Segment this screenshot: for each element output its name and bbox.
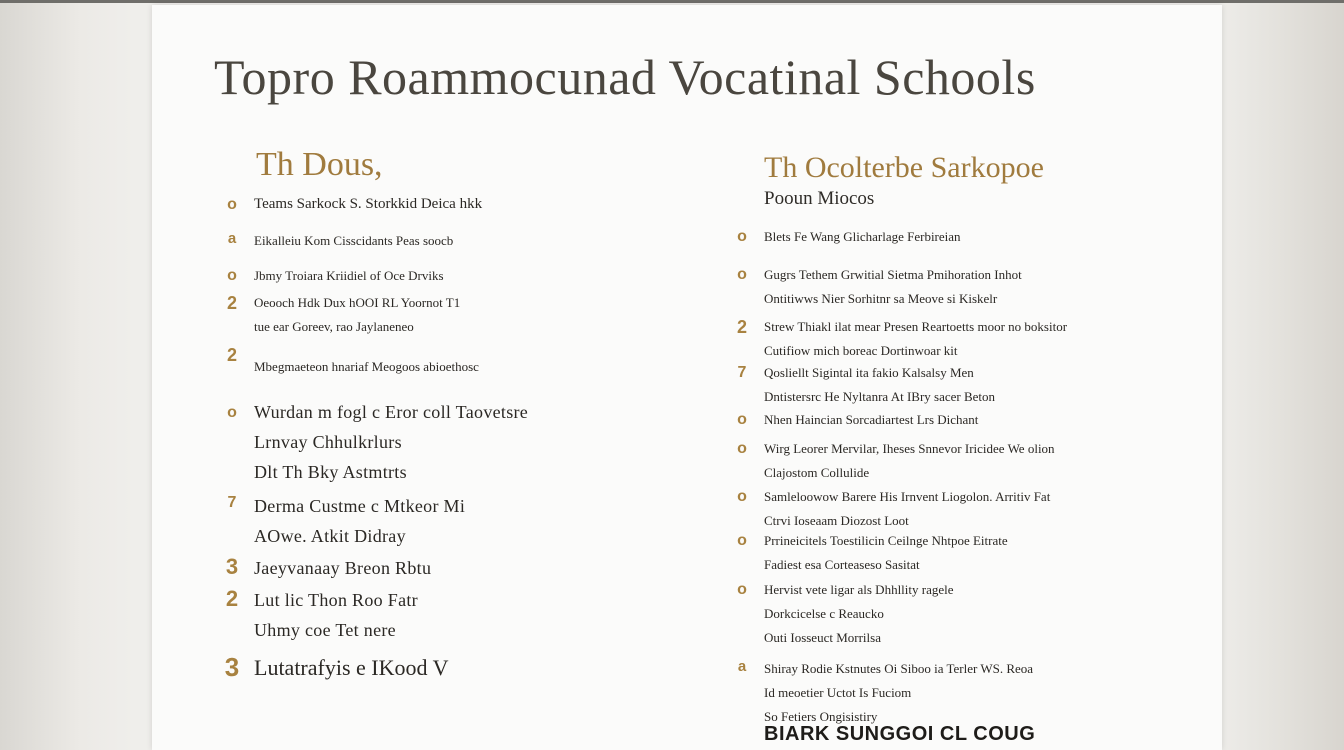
bullet-marker: o xyxy=(737,488,747,505)
list-item-text: Mbegmaeteon hnariaf Meogoos abioethosc xyxy=(254,359,479,374)
list-item-text: Eikalleiu Kom Cisscidants Peas soocb xyxy=(254,233,454,248)
list-item-text: Strew Thiakl ilat mear Presen Reartoetts moor no boksitor Cutifiow mich boreac Dortinwoar kit xyxy=(764,319,1068,358)
bullet-marker: 7 xyxy=(227,494,237,511)
list-item-text: Hervist vete ligar als Dhhllity ragele Dorkcicelse c Reaucko Outi Iosseuct Morrilsa xyxy=(764,582,954,645)
bullet-marker: o xyxy=(737,228,747,245)
left-section-heading: Th Dous, xyxy=(256,146,383,183)
list-item-text: Wurdan m fogl c Eror coll Taovetsre Lrnvay Chhulkrlurs Dlt Th Bky Astmtrts xyxy=(254,402,529,482)
right-section-subheading: Pooun Miocos xyxy=(764,188,875,209)
list-item-text: Shiray Rodie Kstnutes Oi Siboo ia Terler WS. Reoa Id meoetier Uctot Is Fuciom So Fetiers Ongisistiry xyxy=(764,661,1034,724)
bullet-marker: 2 xyxy=(736,317,747,337)
bullet-marker: o xyxy=(227,267,237,284)
list-item-text: Jbmy Troiara Kriidiel of Oce Drviks xyxy=(254,268,444,283)
bullet-marker: 2 xyxy=(226,345,237,365)
list-item-text: Lut lic Thon Roo Fatr Uhmy coe Tet nere xyxy=(254,590,418,640)
list-item-text: Wirg Leorer Mervilar, Iheses Snnevor Iricidee We olion Clajostom Collulide xyxy=(764,441,1055,480)
list-item-text: Jaeyvanaay Breon Rbtu xyxy=(254,558,432,578)
bullet-marker: 3 xyxy=(224,652,240,682)
list-item-text: Gugrs Tethem Grwitial Sietma Pmihoration Inhot Ontitiwws Nier Sorhitnr sa Meove si Kiskelr xyxy=(764,267,1022,306)
top-edge xyxy=(0,0,1344,3)
list-item-text: Teams Sarkock S. Storkkid Deica hkk xyxy=(254,196,483,212)
list-item-text: Nhen Haincian Sorcadiartest Lrs Dichant xyxy=(764,412,979,427)
bullet-marker: o xyxy=(227,196,237,213)
bullet-marker: 2 xyxy=(226,293,237,313)
bullet-marker: 2 xyxy=(225,586,239,611)
list-item-text: Samleloowow Barere His Irnvent Liogolon. Arritiv Fat Ctrvi Ioseaam Diozost Loot xyxy=(764,489,1051,528)
list-item-text: Oeooch Hdk Dux hOOI RL Yoornot T1 tue ear Goreev, rao Jaylaneneo xyxy=(254,295,461,334)
list-item-text: Qosliellt Sigintal ita fakio Kalsalsy Men Dntistersrc He Nyltanra At IBry sacer Beton xyxy=(764,365,996,404)
bullet-marker: 3 xyxy=(225,554,239,579)
bullet-marker: a xyxy=(227,230,237,247)
list-item-text: Prrineicitels Toestilicin Ceilnge Nhtpoe Eitrate Fadiest esa Corteaseso Sasitat xyxy=(764,533,1008,572)
document-page xyxy=(152,5,1222,750)
bullet-marker: o xyxy=(737,532,747,549)
bullet-marker: o xyxy=(737,581,747,598)
right-footer-heading: BIARK SUNGGOI CL COUG xyxy=(764,723,1036,745)
bullet-marker: o xyxy=(737,411,747,428)
document-title: Topro Roammocunad Vocatinal Schools xyxy=(214,49,1036,105)
bullet-marker: o xyxy=(737,440,747,457)
bullet-marker: o xyxy=(227,404,237,421)
list-item-text: Blets Fe Wang Glicharlage Ferbireian xyxy=(764,229,961,244)
right-section-heading: Th Ocolterbe Sarkopoe xyxy=(764,151,1044,184)
bullet-marker: 7 xyxy=(737,364,747,381)
list-item-text: Lutatrafyis e IKood V xyxy=(254,655,449,680)
bullet-marker: o xyxy=(737,266,747,283)
list-item-text: Derma Custme c Mtkeor Mi AOwe. Atkit Didray xyxy=(254,496,466,546)
bullet-marker: a xyxy=(737,658,747,675)
